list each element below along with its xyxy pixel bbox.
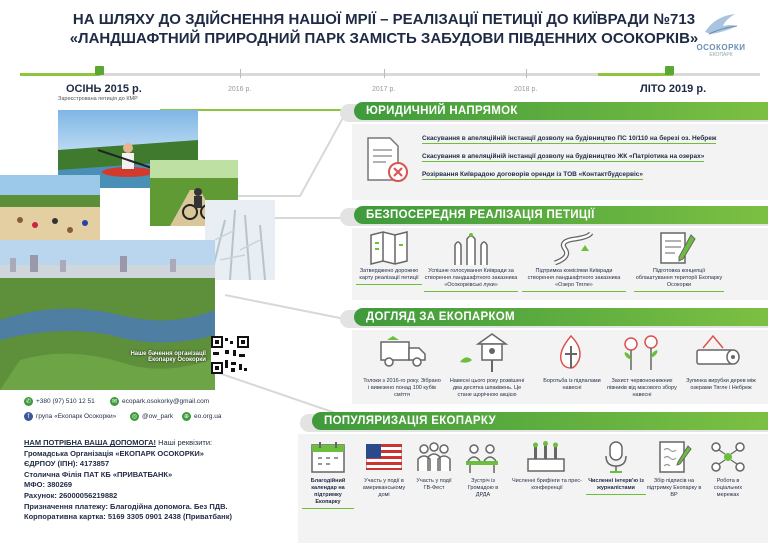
promo-item: Благодійний календар на підтримку Екопарку (302, 478, 354, 509)
timeline-year: 2017 р. (372, 86, 396, 93)
birdhouse-icon (456, 332, 516, 372)
care-item: Толоки з 2016-го року. Зібрано і вивезено понад 100 кубів сміття (363, 378, 441, 398)
promo-item: Робота в соціальних мережах (713, 478, 743, 498)
section-care-title: ДОГЛЯД ЗА ЕКОПАРКОМ (354, 308, 768, 326)
timeline-progress-start (20, 73, 100, 76)
promo-item: Участь у події в американському домі (362, 478, 406, 498)
phone-icon: ✆ (25, 399, 32, 405)
microphone-icon (594, 440, 638, 474)
timeline-progress-end (598, 73, 673, 76)
legal-item: Скасування в апеляційній інстанції дозволу на будівництво ПС 10/110 на березі оз. Небреж (422, 135, 717, 142)
requisites-line: Громадська Організація «ЕКОПАРК ОСОКОРКИ» (24, 448, 204, 458)
signatures-icon (652, 440, 696, 474)
legal-item: Розірвання Київрадою договорів оренди із ТОВ «Контактбудсервіс» (422, 171, 643, 178)
contact-phone[interactable] (24, 397, 95, 406)
requisites-line: ЄДРПОУ (ІПН): 4173857 (24, 459, 110, 469)
logo-subtext: ЕКОПАРК (709, 52, 733, 58)
title-line-1: НА ШЛЯХУ ДО ЗДІЙСНЕННЯ НАШОЇ МРІЇ – РЕАЛІЗАЦІЇ ПЕТИЦІЇ ДО КИЇВРАДИ №713 (72, 11, 696, 28)
social-icon (706, 440, 750, 474)
logo-text: ОСОКОРКИ (696, 43, 746, 52)
people-icon (412, 440, 456, 474)
section-promo-title: ПОПУЛЯРИЗАЦІЯ ЕКОПАРКУ (312, 412, 768, 430)
bird-logo-icon (701, 12, 741, 38)
requisites (24, 438, 284, 523)
timeline-end-label: ЛІТО 2019 р. (640, 83, 707, 95)
qr-code (211, 336, 249, 374)
requisites-line: МФО: 380269 (24, 480, 73, 490)
document-cancel-icon (362, 134, 410, 186)
press-icon (524, 440, 568, 474)
contact-facebook[interactable] (24, 412, 116, 421)
promo-item: Збір підписів на підтримку Екопарку в ВР (646, 478, 702, 498)
section-legal-title: ЮРИДИЧНИЙ НАПРЯМОК (354, 102, 768, 120)
requisites-line: Рахунок: 26000056219882 (24, 490, 118, 500)
promo-item: Численні брифінги та прес-конференції (512, 478, 582, 491)
timeline-marker-start (95, 66, 104, 75)
promo-item: Участь у події ГВ-Фест (416, 478, 452, 491)
log-icon (692, 332, 748, 372)
timeline-tick (240, 69, 241, 78)
fire-ban-icon (548, 332, 594, 372)
requisites-line: Корпоративна картка: 5169 3305 0901 2438 (Приватбанк) (24, 512, 232, 522)
care-item: Захист червонокнижних півників від масового збору навесні (607, 378, 677, 398)
contact-email-text: ecopark.osokorky@gmail.com (122, 398, 210, 405)
requisites-heading: НАМ ПОТРІБНА ВАША ДОПОМОГА! Наші реквізити: (24, 438, 213, 447)
facebook-icon: f (24, 412, 33, 421)
timeline-marker-end (665, 66, 674, 75)
timeline-tick (526, 69, 527, 78)
instagram-icon: ◎ (131, 414, 138, 420)
petition-item: Підтримка комісіями Київради створення ландшафтного заказника «Озеро Тягле» (522, 268, 626, 292)
petition-item: Успішне голосування Київради за створення ландшафтного заказника «Осокорківські луки» (424, 268, 518, 292)
requisites-line: Призначення платежу: Благодійна допомога. Без ПДВ. (24, 501, 228, 511)
requisites-line: Столична Філія ПАТ КБ «ПРИВАТБАНК» (24, 469, 173, 479)
globe-icon: ⊕ (183, 414, 190, 420)
photo-winter (205, 200, 275, 280)
contact-instagram[interactable] (130, 412, 173, 421)
contact-website-text: eo.org.ua (194, 413, 222, 420)
calendar-icon (306, 440, 350, 474)
photo-aerial-park (0, 240, 215, 390)
care-item: Боротьба із підпалами навесні (543, 378, 601, 391)
photo-beach (0, 175, 100, 243)
email-icon: ✉ (111, 399, 118, 405)
timeline-year: 2016 р. (228, 86, 252, 93)
contact-instagram-text: @ow_park (142, 413, 174, 420)
promo-item: Зустріч із Громадою в ДРДА (467, 478, 499, 498)
meeting-icon (460, 440, 504, 474)
timeline-tick (384, 69, 385, 78)
usa-flag-icon (362, 440, 406, 474)
contact-phone-text: +380 (97) 510 12 51 (36, 398, 95, 405)
photo-caption: Наше бачення організації Екопарку Осокорки (130, 351, 206, 363)
flower-icon (616, 332, 666, 372)
promo-item: Численні інтерв'ю із журналістами (586, 478, 646, 495)
timeline-start-sub: Зареєстрована петиція до КМР (58, 96, 138, 102)
logo (686, 12, 756, 58)
section-petition-title: БЕЗПОСЕРЕДНЯ РЕАЛІЗАЦІЯ ПЕТИЦІЇ (354, 206, 768, 224)
legal-item: Скасування в апеляційній інстанції дозволу на будівництво ЖК «Патріотика на озерах» (422, 153, 705, 160)
vote-hands-icon (448, 230, 494, 266)
river-icon (550, 230, 596, 266)
page-title (0, 10, 768, 48)
title-line-2: «ЛАНДШАФТНИЙ ПРИРОДНИЙ ПАРК ЗАМІСТЬ ЗАБУДОВИ ПІВДЕННИХ ОСОКОРКІВ» (69, 30, 699, 47)
petition-item: Затверджено дорожню карту реалізації петиції (356, 268, 422, 285)
care-item: Зупинка вирубки дерев між озерами Тягле і Небреж (686, 378, 756, 391)
map-icon (366, 230, 412, 266)
document-pen-icon (654, 230, 700, 266)
timeline-year: 2018 р. (514, 86, 538, 93)
truck-icon (378, 332, 428, 370)
contact-email[interactable] (110, 397, 209, 406)
care-item: Навесні цього року розвішені два десятка шпаківень. Це стане щорічною акцією (449, 378, 525, 398)
petition-item: Підготовка концепції облаштування території Екопарку Осокорки (634, 268, 724, 292)
contact-facebook-text: група «Екопарк Осокорки» (36, 413, 117, 420)
contact-website[interactable] (182, 412, 221, 421)
timeline-start-label: ОСІНЬ 2015 р. (66, 83, 142, 95)
